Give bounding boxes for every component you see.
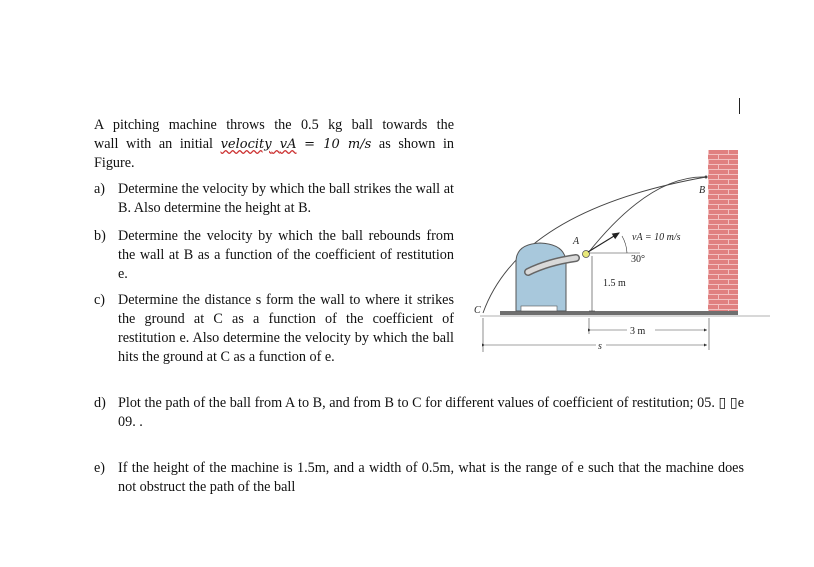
label-a: A: [573, 236, 580, 247]
intro-line-2-post: as shown in: [378, 136, 455, 152]
question-d-text: Plot the path of the ball from A to B, and from B to C for different values of coefficient of restitution; 05. ▯ ▯e 09. .: [118, 395, 744, 430]
label-c: C: [474, 305, 481, 316]
angle-arc: [622, 236, 627, 253]
question-d-label: d): [94, 395, 106, 411]
question-e-label: e): [94, 460, 106, 476]
intro-line-2-pre: wall with an initial: [94, 136, 213, 152]
label-b: B: [699, 185, 706, 196]
height-label: 1.5 m: [603, 278, 626, 289]
brick-wall: [708, 150, 738, 312]
pitching-machine: [516, 243, 576, 311]
intro-line-1: A pitching machine throws the 0.5 kg ball towards the: [94, 117, 454, 133]
question-a-label: a): [94, 181, 106, 197]
question-a-text: Determine the velocity by which the ball strikes the wall at B. Also determine the height at B.: [118, 181, 454, 216]
velocity-word: velocity vA: [220, 137, 297, 152]
question-c-label: c): [94, 292, 106, 308]
question-b-label: b): [94, 228, 106, 244]
question-c-text: Determine the distance s form the wall to where it strikes the ground at C as a function of the coefficient of restitution e. Also determine the velocity by which the ball hits the ground at C as a function of e.: [118, 292, 454, 365]
question-b-text: Determine the velocity by which the ball rebounds from the wall at B as a function of the coefficient of restitution e.: [118, 228, 454, 282]
question-e-text: If the height of the machine is 1.5m, and a width of 0.5m, what is the range of e such that the machine does not obstruct the path of the ball: [118, 460, 744, 495]
label-s: s: [598, 341, 602, 352]
intro-line-3: Figure.: [94, 155, 135, 171]
angle-label: 30°: [631, 254, 645, 265]
ground: [500, 311, 738, 315]
distance-label: 3 m: [630, 326, 646, 337]
velocity-equation: = 10 m/s: [304, 137, 372, 152]
velocity-label: vA = 10 m/s: [632, 232, 681, 243]
velocity-arrow: [588, 233, 619, 252]
